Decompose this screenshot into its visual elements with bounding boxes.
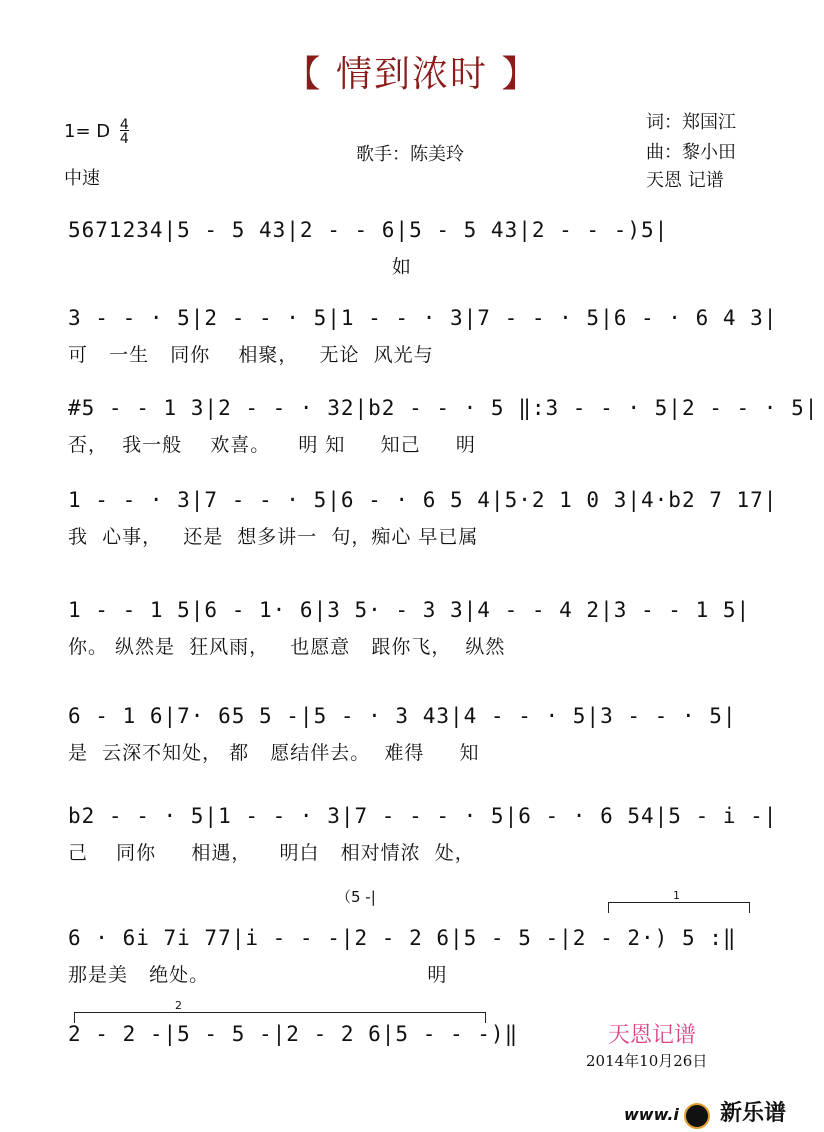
singer-credit: 歌手：陈美玲 xyxy=(356,144,464,165)
lyrics-line: 可 一生 同你 相聚， 无论 风光与 xyxy=(68,344,434,366)
jianpu-notes: 2 - 2 -|5 - 5 -|2 - 2 6|5 - - -)‖ xyxy=(68,1022,519,1046)
lyrics-line: 我 心事， 还是 想多讲一 句，痴心 早已属 xyxy=(68,526,479,548)
score-line xyxy=(68,396,819,466)
jianpu-notes: 6 - 1 6|7· 65 5 -|5 - · 3 43|4 - - · 5|3 - - · 5| xyxy=(68,704,737,728)
record-icon xyxy=(684,1103,710,1129)
page-title: 【 情到浓时 】 xyxy=(284,54,540,95)
tempo-marking: 中速 xyxy=(64,168,100,189)
repeat-marker: （5 -| xyxy=(336,888,376,906)
lyrics-line: 是 云深不知处， 都 愿结伴去。 难得 知 xyxy=(68,742,480,764)
time-signature: $\frac{4}{4}$ xyxy=(119,117,129,147)
lyrics-line: 己 同你 相遇， 明白 相对情浓 处， xyxy=(68,842,475,864)
lyrics-line: 否， 我一般 欢喜。 明 知 知己 明 xyxy=(68,434,476,456)
volta-bracket-1: 1 xyxy=(608,902,750,913)
lyricist-credit: 词：郑国江 xyxy=(646,112,736,133)
logo-text: 新乐谱 xyxy=(720,1101,787,1126)
score-line xyxy=(68,218,760,288)
jianpu-notes: 5671234|5 - 5 43|2 - - 6|5 - 5 43|2 - - -)5| xyxy=(68,218,669,242)
volta-bracket-2: 2 xyxy=(74,1012,486,1023)
jianpu-notes: #5 - - 1 3|2 - - · 32|b2 - - · 5 ‖:3 - - · 5|2 - - · 5| xyxy=(68,396,819,420)
logo-url: www.i xyxy=(624,1105,679,1124)
score-line xyxy=(68,926,760,996)
score-line xyxy=(68,704,760,774)
score-line xyxy=(68,306,778,376)
site-logo[interactable] xyxy=(624,1096,786,1129)
key-signature: 1= D $\frac{4}{4}$ xyxy=(64,117,129,147)
composer-credit: 曲：黎小田 xyxy=(646,142,736,163)
transcription-date: 2014年10月26日 xyxy=(586,1052,708,1070)
lyrics-line: 那是美 绝处。 明 xyxy=(68,964,448,986)
jianpu-notes: 3 - - · 5|2 - - · 5|1 - - · 3|7 - - · 5|6 - · 6 4 3| xyxy=(68,306,778,330)
lyrics-line: 你。 纵然是 狂风雨， 也愿意 跟你飞， 纵然 xyxy=(68,636,506,658)
transcriber-credit: 天恩 记谱 xyxy=(646,170,724,191)
score-line xyxy=(68,598,760,668)
jianpu-notes: 1 - - · 3|7 - - · 5|6 - · 6 5 4|5·2 1 0 3|4·b2 7 17| xyxy=(68,488,778,512)
jianpu-notes: 6 · 6i 7i 77|i - - -|2 - 2 6|5 - 5 -|2 - 2·) 5 :‖ xyxy=(68,926,737,950)
transcriber-stamp: 天恩记谱 xyxy=(608,1023,697,1048)
jianpu-notes: 1 - - 1 5|6 - 1· 6|3 5· - 3 3|4 - - 4 2|3 - - 1 5| xyxy=(68,598,751,622)
score-line xyxy=(68,804,778,874)
score-line xyxy=(68,488,778,558)
lyrics-line: 如 xyxy=(68,256,412,278)
jianpu-notes: b2 - - · 5|1 - - · 3|7 - - - · 5|6 - · 6 54|5 - i -| xyxy=(68,804,778,828)
